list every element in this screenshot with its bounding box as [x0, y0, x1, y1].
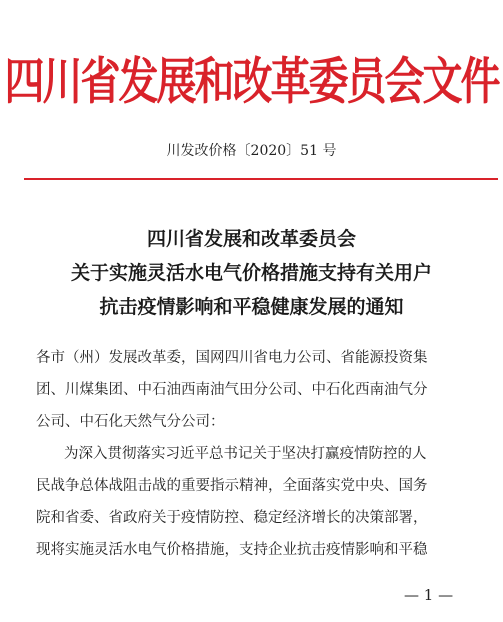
paragraph-line-2: 民战争总体战阻击战的重要指示精神，全面落实党中央、国务	[36, 478, 428, 494]
document-number: 川发改价格〔2020〕51 号	[166, 143, 337, 159]
recipients-line-1: 各市（州）发展改革委，国网四川省电力公司、省能源投资集	[36, 350, 428, 366]
red-divider	[24, 178, 498, 180]
paragraph-line-1: 为深入贯彻落实习近平总书记关于坚决打赢疫情防控的人	[64, 446, 427, 462]
paragraph-line-4: 现将实施灵活水电气价格措施，支持企业抗击疫情影响和平稳	[36, 542, 428, 558]
issuer-banner: 四川省发展和改革委员会文件	[4, 53, 499, 111]
title-line-1: 四川省发展和改革委员会	[146, 228, 356, 250]
title-line-3: 抗击疫情影响和平稳健康发展的通知	[99, 296, 404, 318]
paragraph-line-3: 院和省委、省政府关于疫情防控、稳定经济增长的决策部署，	[36, 510, 428, 526]
recipients-line-2: 团、川煤集团、中石油西南油气田分公司、中石化西南油气分	[36, 382, 428, 398]
title-line-2: 关于实施灵活水电气价格措施支持有关用户	[70, 262, 432, 284]
page-number: — 1 —	[404, 586, 454, 604]
recipients-line-3: 公司、中石化天然气分公司：	[36, 414, 225, 430]
